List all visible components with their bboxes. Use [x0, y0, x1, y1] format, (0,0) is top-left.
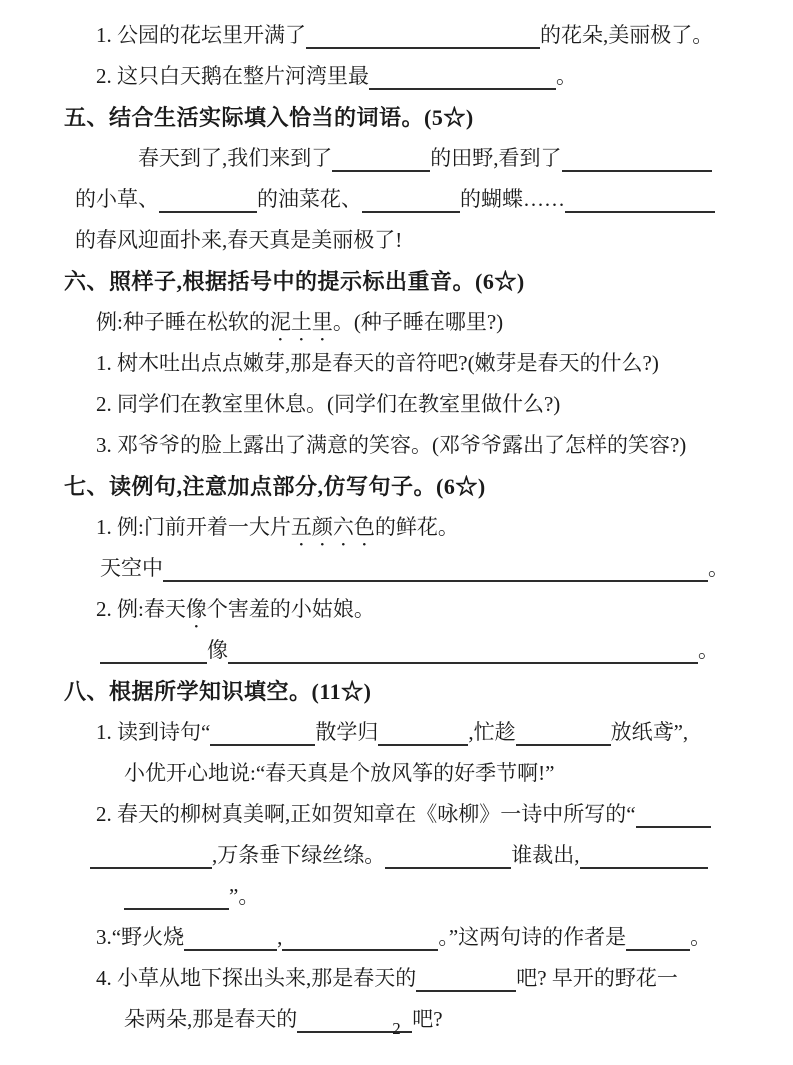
text-run: 个害羞的小姑娘。 — [206, 597, 375, 621]
blank-line — [626, 919, 690, 951]
sec5-para-line-3 — [0, 220, 793, 261]
text-run: 。(种子睡在哪里?) — [332, 310, 504, 334]
text-run: ,万条垂下绿丝绦。 — [212, 843, 386, 867]
sec6-item-3 — [0, 425, 793, 466]
text-run: 3.“野火烧 — [96, 925, 185, 949]
text-run: ,忙趁 — [468, 720, 516, 744]
sec8-item-1 — [0, 712, 793, 753]
blank-line — [100, 632, 207, 664]
text-run: 放纸鸢”, — [610, 720, 689, 744]
text-run: 朵两朵,那是春天的 — [124, 1007, 298, 1031]
blank-line — [369, 58, 556, 90]
sec7-example-2 — [0, 589, 793, 630]
text-run: 天空中 — [100, 556, 163, 580]
item-4-2 — [0, 56, 793, 97]
text-run: 2. 例:春天 — [96, 597, 186, 621]
blank-line — [184, 919, 277, 951]
text-run: 八、根据所学知识填空。(11☆) — [64, 679, 372, 704]
blank-line — [282, 919, 438, 951]
blank-line — [159, 181, 257, 213]
text-run: 谁裁出, — [511, 843, 580, 867]
text-run: 的小草、 — [75, 187, 159, 211]
sec7-answer-1 — [0, 548, 793, 589]
text-run: 。 — [698, 638, 719, 662]
sec5-para-line-2 — [0, 179, 793, 220]
blank-line — [385, 837, 511, 869]
sec8-item-2-cont-2 — [0, 876, 793, 917]
text-run: 吧? 早开的野花一 — [516, 966, 678, 990]
blank-line — [636, 796, 711, 828]
blank-line — [163, 550, 708, 582]
text-run: , — [277, 925, 283, 949]
sec7-answer-2 — [0, 630, 793, 671]
sec7-example-1 — [0, 507, 793, 548]
blank-line — [565, 181, 715, 213]
section-5-header — [0, 97, 793, 138]
emphasized-text: 泥土里 — [269, 310, 333, 334]
text-run: 1. 读到诗句“ — [96, 720, 211, 744]
text-run: 1. 公园的花坛里开满了 — [96, 23, 306, 47]
text-run: 春天到了,我们来到了 — [138, 146, 333, 170]
text-run: 的田野,看到了 — [430, 146, 562, 170]
blank-line — [378, 714, 468, 746]
text-run: 六、照样子,根据括号中的提示标出重音。(6☆) — [64, 269, 525, 294]
blank-line — [332, 140, 430, 172]
text-run: 。 — [708, 556, 729, 580]
section-6-header — [0, 261, 793, 302]
blank-line — [228, 632, 698, 664]
text-run: 的鲜花。 — [374, 515, 459, 539]
text-run: 2. 同学们在教室里休息。(同学们在教室里做什么?) — [96, 392, 561, 416]
text-run: 的蝴蝶…… — [460, 187, 565, 211]
blank-line — [306, 17, 540, 49]
text-run: 小优开心地说:“春天真是个放风筝的好季节啊!” — [124, 761, 555, 785]
section-8-header — [0, 671, 793, 712]
text-run: 。 — [690, 925, 712, 949]
emphasized-text: 五颜六色 — [290, 515, 375, 539]
text-run: 的油菜花、 — [257, 187, 362, 211]
text-run: 4. 小草从地下探出头来,那是春天的 — [96, 966, 417, 990]
blank-line — [516, 714, 611, 746]
blank-line — [416, 960, 516, 992]
sec8-item-2-cont-1 — [0, 835, 793, 876]
text-run: 1. 例:门前开着一大片 — [96, 515, 291, 539]
sec8-item-3 — [0, 917, 793, 958]
sec6-item-2 — [0, 384, 793, 425]
text-run: 吧? — [412, 1007, 443, 1031]
item-4-1 — [0, 15, 793, 56]
emphasized-text: 像 — [185, 597, 207, 621]
text-run: 。”这两句诗的作者是 — [438, 925, 627, 949]
text-run: 的春风迎面扑来,春天真是美丽极了! — [75, 228, 403, 252]
text-run: 七、读例句,注意加点部分,仿写句子。(6☆) — [64, 474, 486, 499]
sec8-item-1-cont — [0, 753, 793, 794]
text-run: 。 — [556, 64, 577, 88]
sec5-para-line-1 — [0, 138, 793, 179]
text-run: 3. 邓爷爷的脸上露出了满意的笑容。(邓爷爷露出了怎样的笑容?) — [96, 433, 687, 457]
sec8-item-4 — [0, 958, 793, 999]
worksheet-body — [0, 15, 793, 1040]
text-run: 的花朵,美丽极了。 — [540, 23, 714, 47]
blank-line — [580, 837, 708, 869]
sec6-example — [0, 302, 793, 343]
text-run: 像 — [207, 638, 228, 662]
text-run: 2. 春天的柳树真美啊,正如贺知章在《咏柳》一诗中所写的“ — [96, 802, 636, 826]
page-number: 2 — [392, 1019, 401, 1038]
sec8-item-2 — [0, 794, 793, 835]
text-run: 1. 树木吐出点点嫩芽,那是春天的音符吧?(嫩芽是春天的什么?) — [96, 351, 659, 375]
blank-line — [210, 714, 315, 746]
text-run: 五、结合生活实际填入恰当的词语。(5☆) — [64, 105, 474, 130]
blank-line — [124, 878, 229, 910]
text-run: 例:种子睡在松软的 — [96, 310, 270, 334]
text-run: ”。 — [229, 884, 260, 908]
blank-line — [362, 181, 460, 213]
sec6-item-1 — [0, 343, 793, 384]
blank-line — [562, 140, 712, 172]
blank-line — [90, 837, 212, 869]
section-7-header — [0, 466, 793, 507]
text-run: 2. 这只白天鹅在整片河湾里最 — [96, 64, 369, 88]
text-run: 散学归 — [315, 720, 379, 744]
